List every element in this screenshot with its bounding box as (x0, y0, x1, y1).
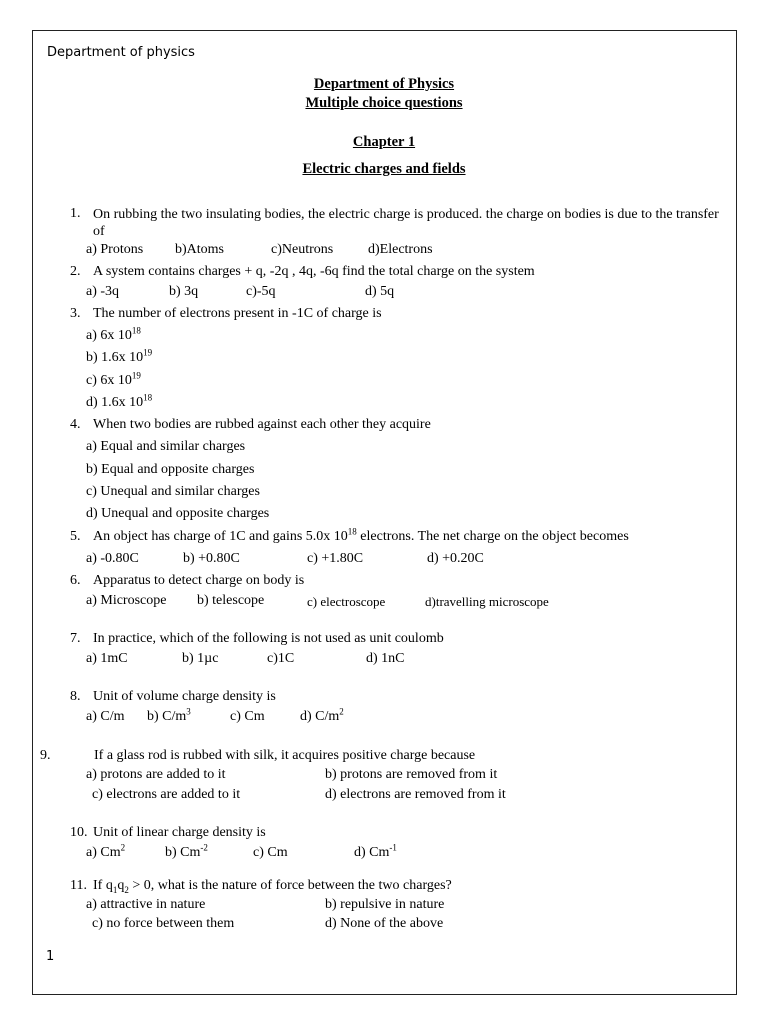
option-a: a) Microscope (86, 593, 167, 608)
option-b: b) +0.80C (183, 551, 240, 566)
option-d: d) +0.20C (427, 551, 484, 566)
question-number: 6. (70, 573, 81, 588)
option-a: a) C/m (86, 709, 125, 724)
question-number: 2. (70, 264, 81, 279)
question-text: On rubbing the two insulating bodies, the electric charge is produced. the charge on bodies is due to the transfer of (93, 207, 719, 239)
question-number: 3. (70, 306, 81, 321)
running-header: Department of physics (47, 45, 195, 60)
question-text: In practice, which of the following is not used as unit coulomb (93, 631, 444, 646)
question-number: 1. (70, 206, 81, 221)
option-c: c)Neutrons (271, 242, 334, 257)
question-number: 5. (70, 529, 81, 544)
document-subtitle: Multiple choice questions (305, 95, 463, 111)
question-number: 8. (70, 689, 81, 704)
option-c: c) Cm (230, 709, 265, 724)
option-d: d) None of the above (325, 916, 444, 931)
option-a: a) -0.80C (86, 551, 139, 566)
document-title: Department of Physics (313, 76, 455, 92)
option-b: b) repulsive in nature (325, 897, 445, 912)
question-text: When two bodies are rubbed against each other they acquire (93, 417, 431, 432)
question-text: A system contains charges + q, -2q , 4q, -6q find the total charge on the system (93, 264, 535, 279)
option-d: d) 5q (365, 284, 395, 299)
option-c: c)1C (267, 651, 295, 666)
option-c: c) electroscope (307, 594, 386, 609)
option-b: b) Equal and opposite charges (86, 462, 255, 477)
page-number: 1 (46, 949, 55, 964)
option-b: b) telescope (197, 593, 265, 608)
option-a: a) 1mC (86, 651, 128, 666)
option-a: a) 6x $10^{18}$ (86, 325, 141, 343)
option-c: c) Unequal and similar charges (86, 484, 260, 499)
option-b: b) 1.6x $10^{19}$ (86, 347, 153, 365)
question-text: Apparatus to detect charge on body is (93, 573, 305, 588)
option-d: d)Electrons (368, 242, 433, 257)
option-a: a) Cm$^2$ (86, 842, 126, 860)
question-text: An object has charge of 1C and gains 5.0x $10^{18}$ electrons. The net charge on the object becomes (93, 526, 629, 544)
option-a: a) protons are added to it (86, 767, 226, 782)
question-number: 11. (70, 878, 87, 893)
option-b: b) protons are removed from it (325, 767, 498, 782)
option-a: a) -3q (86, 284, 120, 299)
option-b: b) $Cm^{-2}$ (165, 842, 208, 860)
option-b: b) 3q (169, 284, 199, 299)
option-c: c) +1.80C (307, 551, 364, 566)
question-number: 10. (70, 825, 88, 840)
question-text: Unit of volume charge density is (93, 689, 276, 704)
option-d: d) $C/m^2$ (300, 706, 344, 724)
option-d: d) electrons are removed from it (325, 787, 506, 802)
option-b: b) 1µc (182, 651, 219, 666)
option-c: c) no force between them (92, 916, 235, 931)
question-number: 4. (70, 417, 81, 432)
chapter-heading: Chapter 1 (352, 134, 416, 150)
option-c: c) Cm (253, 845, 288, 860)
option-a: a) Equal and similar charges (86, 439, 246, 454)
option-d: d)travelling microscope (425, 594, 549, 609)
option-c: c) 6x $10^{19}$ (86, 370, 141, 388)
question-text: If $q_1q_2 > 0$, what is the nature of force between the two charges? (93, 878, 452, 895)
question-text: If a glass rod is rubbed with silk, it acquires positive charge because (94, 748, 476, 763)
option-c: c) electrons are added to it (92, 787, 241, 802)
option-c: c)-5q (246, 284, 276, 299)
question-number: 9. (40, 748, 51, 763)
option-d: d) $Cm^{-1}$ (354, 842, 397, 860)
option-d: d) 1.6x $10^{18}$ (86, 392, 153, 410)
question-text: Unit of linear charge density is (93, 825, 266, 840)
option-a: a) attractive in nature (86, 897, 206, 912)
option-b: b) $C/m^3$ (147, 706, 191, 724)
topic-heading: Electric charges and fields (302, 161, 466, 177)
option-d: d) Unequal and opposite charges (86, 506, 270, 521)
option-a: a) Protons (86, 242, 144, 257)
option-d: d) 1nC (366, 651, 405, 666)
option-b: b)Atoms (175, 242, 224, 257)
question-number: 7. (70, 631, 81, 646)
question-text: The number of electrons present in -1C of charge is (93, 306, 382, 321)
